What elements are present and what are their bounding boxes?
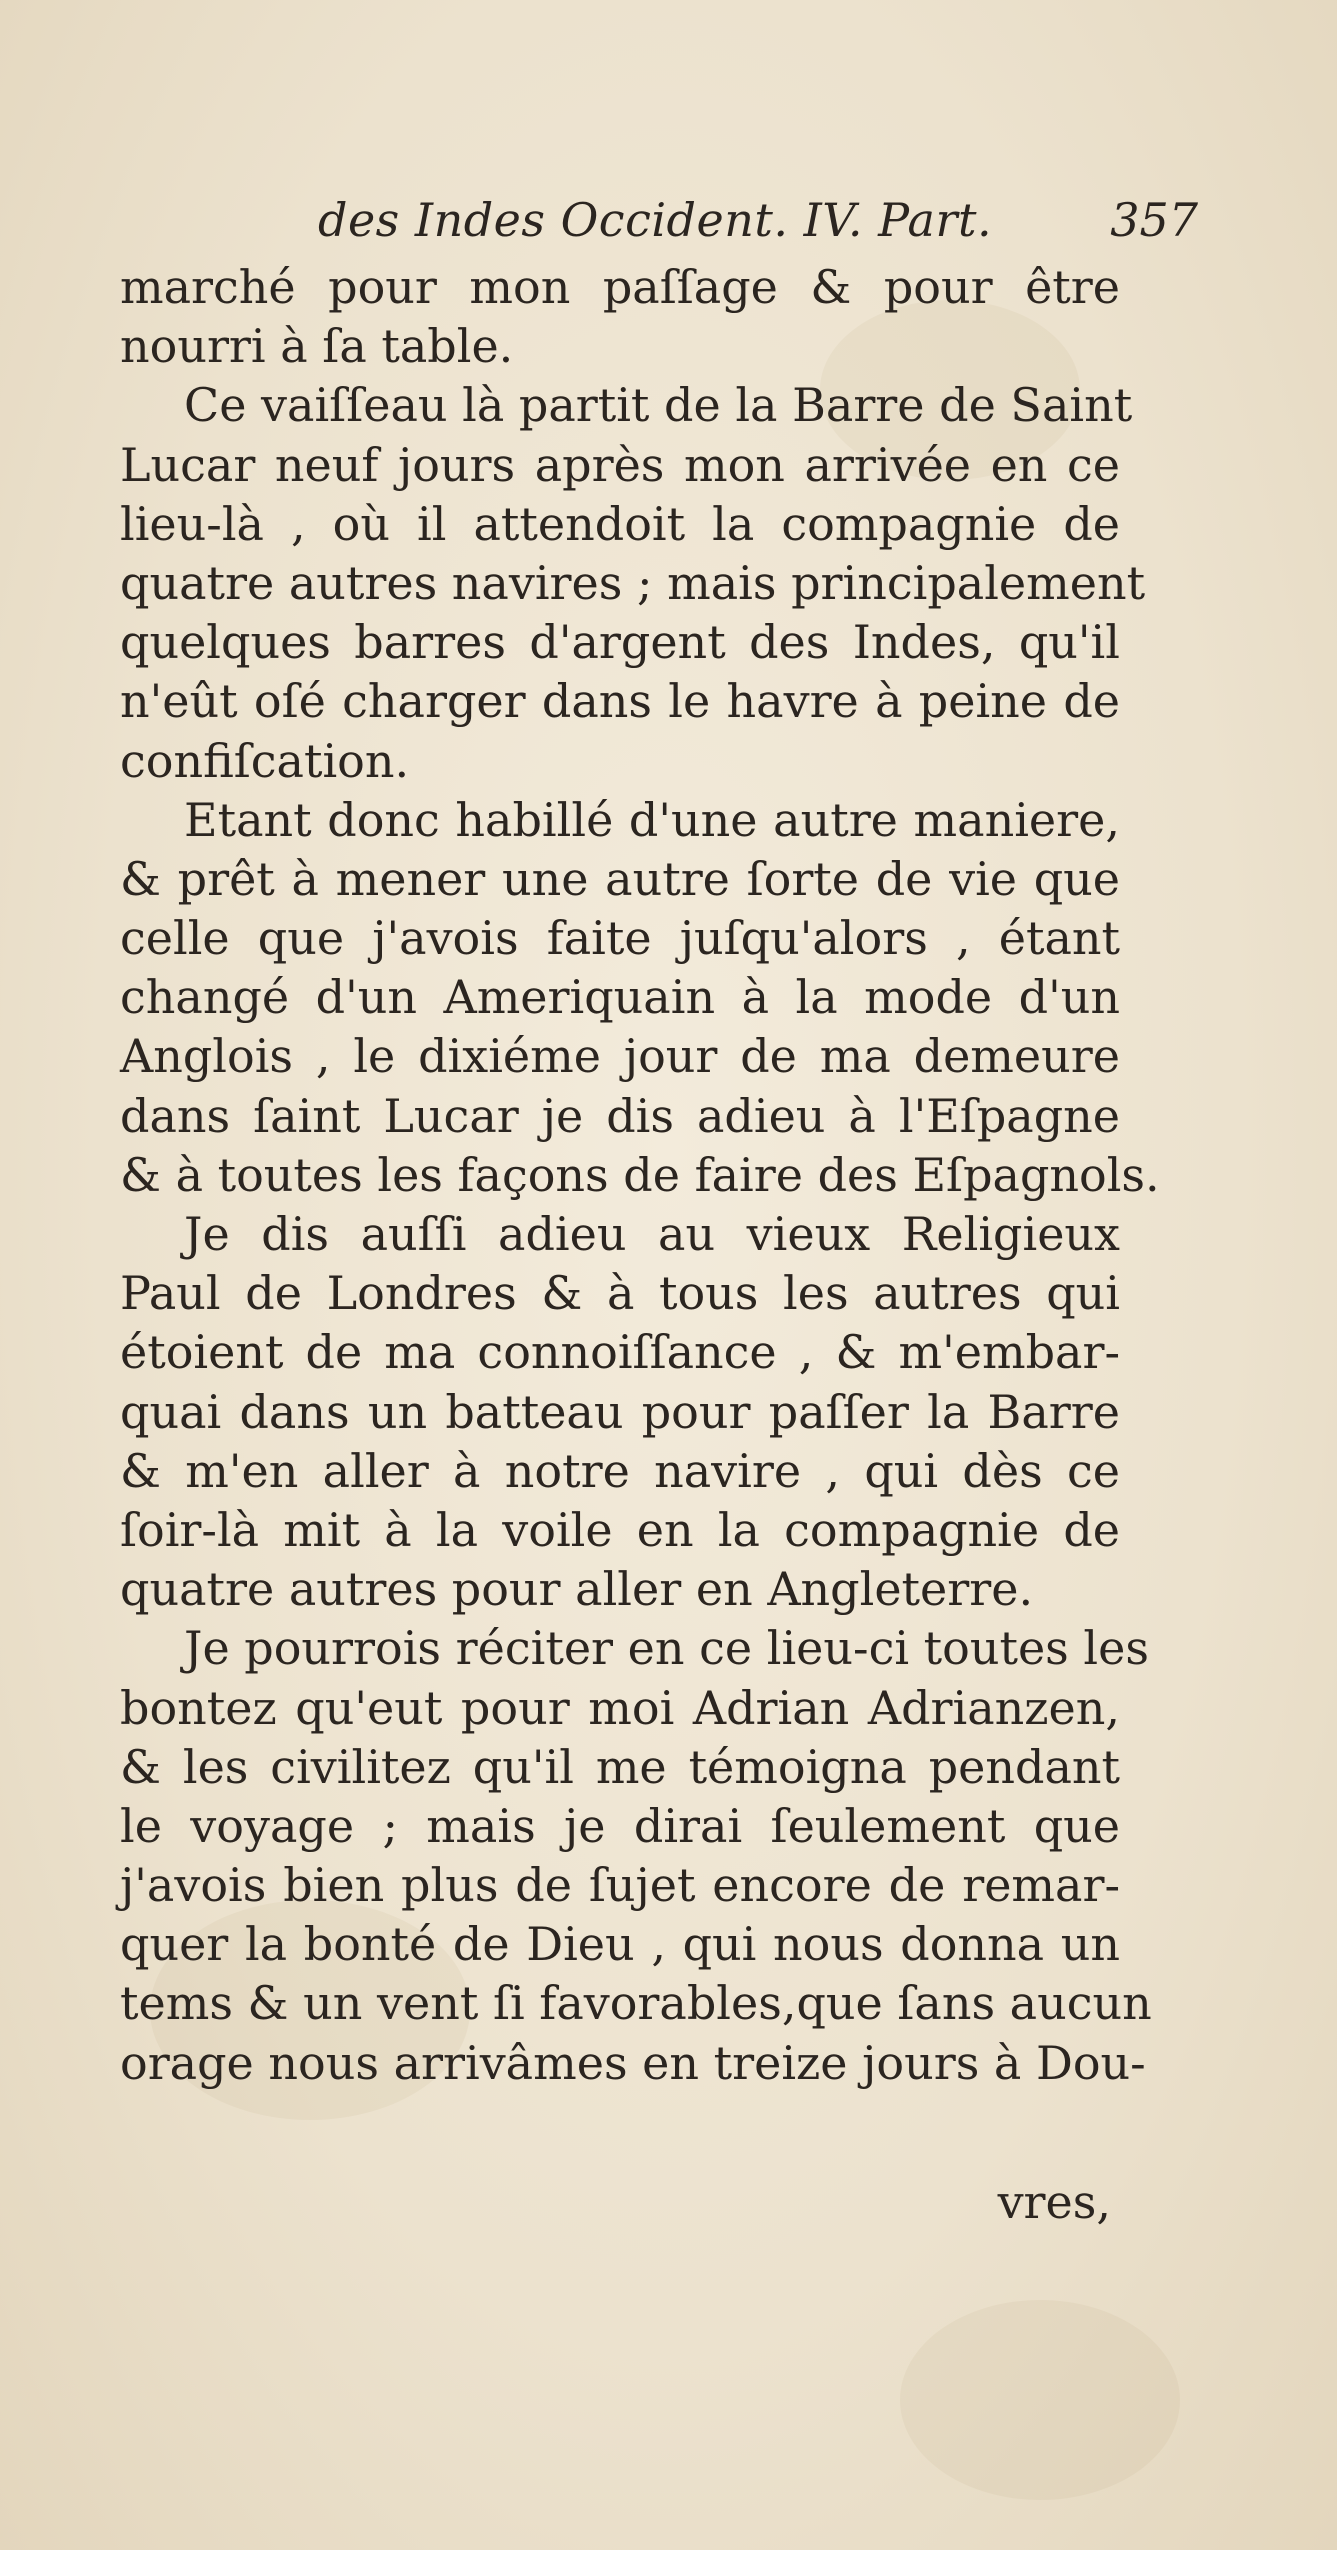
text-line: dans ſaint Lucar je dis adieu à l'Eſpagne xyxy=(120,1088,1120,1143)
catchword: vres, xyxy=(997,2175,1111,2229)
text-line: bontez qu'eut pour moi Adrian Adrianzen, xyxy=(120,1680,1120,1735)
text-line: & m'en aller à notre navire , qui dès ce xyxy=(120,1443,1120,1498)
text-line: quai dans un batteau pour paſſer la Barre xyxy=(120,1384,1120,1439)
text-line: ſoir-là mit à la voile en la compagnie de xyxy=(120,1502,1120,1557)
paper-stain xyxy=(900,2300,1180,2500)
text-line: confiſcation. xyxy=(120,733,410,788)
text-line: changé d'un Ameriquain à la mode d'un xyxy=(120,970,1120,1025)
text-line: & à toutes les façons de faire des Eſpagnols. xyxy=(120,1147,1160,1202)
text-line: quelques barres d'argent des Indes, qu'il xyxy=(120,615,1120,670)
text-line: celle que j'avois faite juſqu'alors , étant xyxy=(120,911,1120,966)
text-line: quer la bonté de Dieu , qui nous donna un xyxy=(120,1917,1120,1972)
page-number: 357 xyxy=(1110,193,1198,247)
text-line: Etant donc habillé d'une autre maniere, xyxy=(184,792,1120,847)
text-line: étoient de ma connoiſſance , & m'embar- xyxy=(120,1325,1120,1380)
text-line: Paul de Londres & à tous les autres qui xyxy=(120,1266,1120,1321)
text-line: j'avois bien plus de ſujet encore de remar- xyxy=(120,1858,1120,1913)
text-line: Lucar neuf jours après mon arrivée en ce xyxy=(120,437,1120,492)
text-line: marché pour mon paſſage & pour être xyxy=(120,260,1120,314)
text-line: le voyage ; mais je dirai ſeulement que xyxy=(120,1798,1120,1853)
text-line: lieu-là , où il attendoit la compagnie de xyxy=(120,496,1120,551)
text-line: quatre autres navires ; mais principalement xyxy=(120,555,1146,610)
running-head: des Indes Occident. IV. Part. xyxy=(318,193,993,247)
body-text xyxy=(120,258,1160,2093)
text-line: Je pourrois réciter en ce lieu-ci toutes les xyxy=(184,1621,1149,1676)
text-line: orage nous arrivâmes en treize jours à Dou- xyxy=(120,2035,1146,2090)
text-line: Anglois , le dixiéme jour de ma demeure xyxy=(120,1029,1120,1084)
text-line: nourri à ſa table. xyxy=(120,319,514,374)
text-line: & prêt à mener une autre ſorte de vie que xyxy=(120,851,1120,906)
text-line: Je dis auſſi adieu au vieux Religieux xyxy=(184,1207,1120,1261)
page-header xyxy=(318,188,1198,252)
text-line: & les civilitez qu'il me témoigna pendant xyxy=(120,1739,1120,1794)
text-line: tems & un vent ſi favorables,que ſans aucun xyxy=(120,1976,1152,2031)
text-line: Ce vaiſſeau là partit de la Barre de Saint xyxy=(184,378,1133,433)
text-line: n'eût oſé charger dans le havre à peine de xyxy=(120,674,1120,729)
text-line: quatre autres pour aller en Angleterre. xyxy=(120,1562,1034,1617)
